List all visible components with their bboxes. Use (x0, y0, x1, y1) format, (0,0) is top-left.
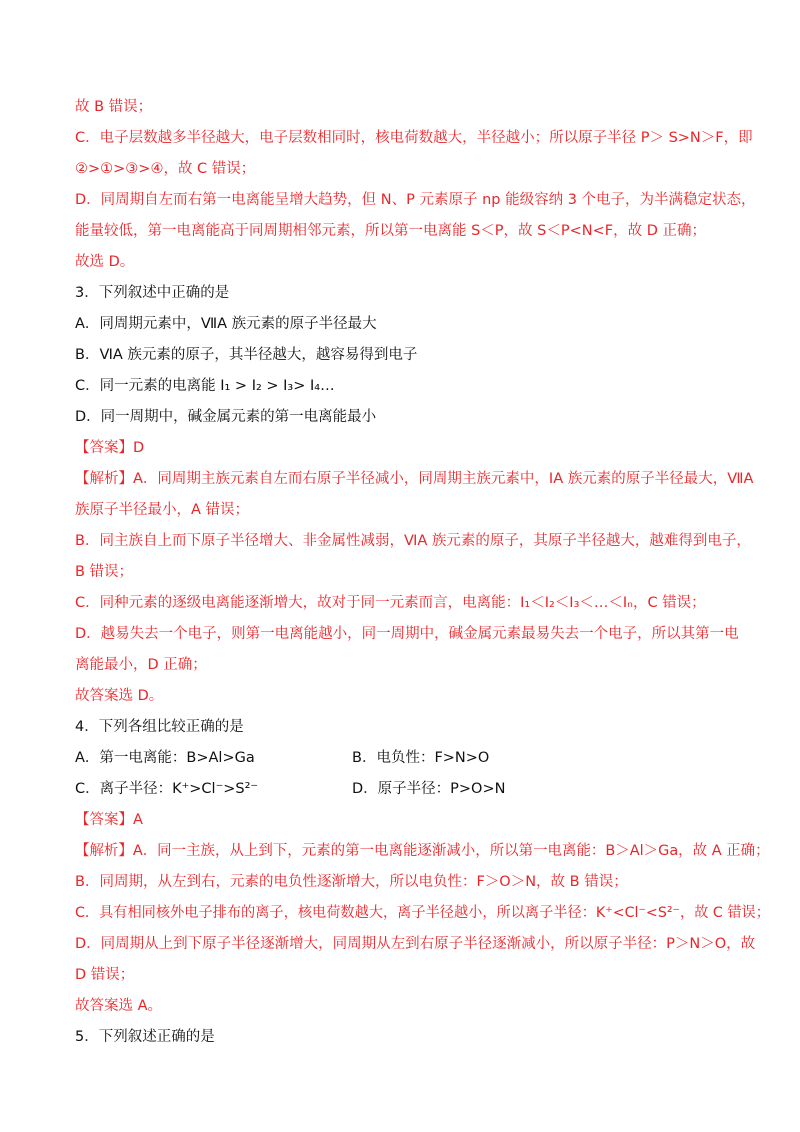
explanation-line: 【解析】A．同一主族，从上到下，元素的第一电离能逐渐减小，所以第一电离能：B＞Al＞Ga，故 A 正确； (75, 843, 770, 859)
explanation-line: D．同周期从上到下原子半径逐渐增大，同周期从左到右原子半径逐渐减小，所以原子半径：P＞N＞O，故 (75, 936, 756, 952)
option-c: C．同一元素的电离能 I₁ > I₂ > I₃> I₄… (75, 378, 335, 394)
option-d: D．原子半径：P>O>N (352, 781, 506, 797)
option-c: C．离子半径：K⁺>Cl⁻>S²⁻ (75, 781, 259, 797)
option-a: A．第一电离能：B>Al>Ga (75, 750, 255, 766)
question-stem: 4．下列各组比较正确的是 (75, 719, 244, 735)
explanation-line: 故选 D。 (75, 254, 135, 270)
answer-line: 【答案】D (75, 440, 145, 456)
explanation-line: 【解析】A．同周期主族元素自左而右原子半径减小，同周期主族元素中，IA 族元素的原子半径最大，ⅦA (75, 471, 754, 487)
explanation-line: B．同主族自上而下原子半径增大、非金属性减弱，ⅥA 族元素的原子，其原子半径越大，越难得到电子， (75, 533, 751, 549)
answer-line: 【答案】A (75, 812, 143, 828)
question-stem: 5．下列叙述正确的是 (75, 1029, 215, 1045)
explanation-line: 故 B 错误； (75, 99, 153, 115)
explanation-line: D 错误； (75, 967, 135, 983)
explanation-line: C．同种元素的逐级电离能逐渐增大，故对于同一元素而言，电离能：I₁＜I₂＜I₃＜…＜Iₙ，C 错误； (75, 595, 706, 611)
explanation-line: 故答案选 A。 (75, 998, 163, 1014)
explanation-line: C．电子层数越多半径越大，电子层数相同时，核电荷数越大，半径越小；所以原子半径 P＞ S>N＞F，即 (75, 130, 753, 146)
option-a: A．同周期元素中，ⅦA 族元素的原子半径最大 (75, 316, 377, 332)
option-d: D．同一周期中，碱金属元素的第一电离能最小 (75, 409, 377, 425)
explanation-line: 故答案选 D。 (75, 688, 164, 704)
question-stem: 3．下列叙述中正确的是 (75, 285, 230, 301)
explanation-line: D．越易失去一个电子，则第一电离能越小，同一周期中，碱金属元素最易失去一个电子，所以其第一电 (75, 626, 739, 642)
option-b: B．电负性：F>N>O (352, 750, 490, 766)
explanation-line: 离能最小，D 正确； (75, 657, 207, 673)
explanation-line: B．同周期，从左到右，元素的电负性逐渐增大，所以电负性：F＞O＞N，故 B 错误； (75, 874, 628, 890)
option-b: B．ⅥA 族元素的原子，其半径越大，越容易得到电子 (75, 347, 418, 363)
explanation-line: ②>①>③>④，故 C 错误； (75, 161, 256, 177)
explanation-line: 能量较低，第一电离能高于同周期相邻元素，所以第一电离能 S＜P，故 S＜P<N<F，故 D 正确； (75, 223, 706, 239)
explanation-line: D．同周期自左而右第一电离能呈增大趋势，但 N、P 元素原子 np 能级容纳 3 个电子，为半满稳定状态， (75, 192, 756, 208)
explanation-line: 族原子半径最小，A 错误； (75, 502, 250, 518)
explanation-line: B 错误； (75, 564, 134, 580)
explanation-line: C．具有相同核外电子排布的离子，核电荷数越大，离子半径越小，所以离子半径：K⁺<Cl⁻<S²⁻，故 C 错误； (75, 905, 770, 921)
